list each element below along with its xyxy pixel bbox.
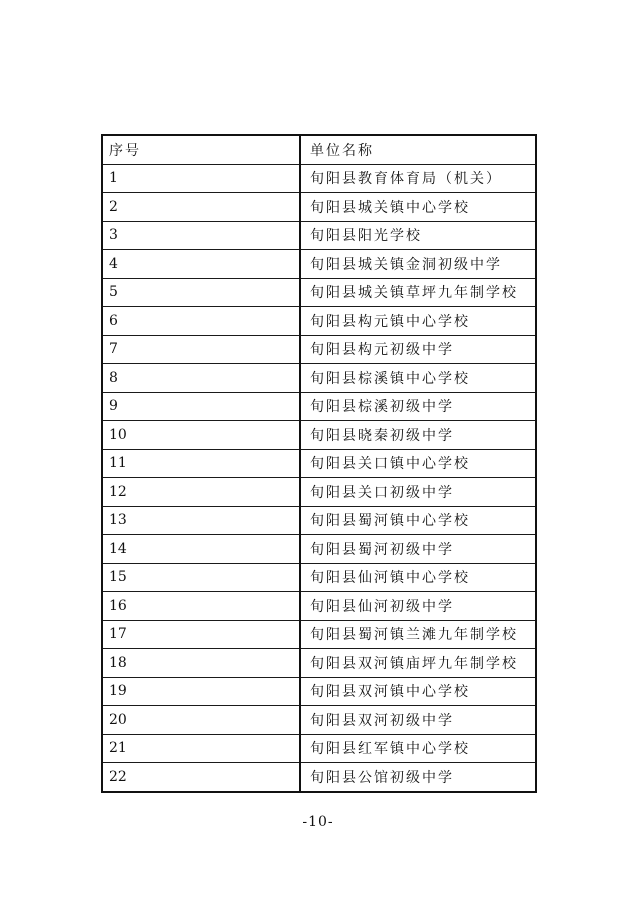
- table-row: [102, 734, 536, 763]
- row-index: 8: [102, 364, 300, 393]
- row-unit-name: 旬阳县双河镇庙坪九年制学校: [300, 649, 536, 678]
- row-unit-name: 旬阳县仙河初级中学: [300, 592, 536, 621]
- row-unit-name: 旬阳县棕溪初级中学: [300, 392, 536, 421]
- row-unit-name: 旬阳县蜀河初级中学: [300, 535, 536, 564]
- row-index: 22: [102, 763, 300, 792]
- table-row: [102, 563, 536, 592]
- row-index: 1: [102, 164, 300, 193]
- row-unit-name: 旬阳县红军镇中心学校: [300, 734, 536, 763]
- table-body: [102, 164, 536, 792]
- table-row: [102, 506, 536, 535]
- row-unit-name: 旬阳县仙河镇中心学校: [300, 563, 536, 592]
- row-index: 12: [102, 478, 300, 507]
- header-unit-name: 单位名称: [300, 135, 536, 164]
- table-row: [102, 706, 536, 735]
- row-unit-name: 旬阳县双河镇中心学校: [300, 677, 536, 706]
- row-index: 21: [102, 734, 300, 763]
- row-unit-name: 旬阳县城关镇草坪九年制学校: [300, 278, 536, 307]
- row-unit-name: 旬阳县城关镇金洞初级中学: [300, 250, 536, 279]
- row-unit-name: 旬阳县公馆初级中学: [300, 763, 536, 792]
- header-row: [102, 135, 536, 164]
- row-index: 6: [102, 307, 300, 336]
- table-row: [102, 478, 536, 507]
- table-row: [102, 592, 536, 621]
- row-unit-name: 旬阳县蜀河镇兰滩九年制学校: [300, 620, 536, 649]
- row-index: 15: [102, 563, 300, 592]
- table-row: [102, 392, 536, 421]
- row-index: 16: [102, 592, 300, 621]
- row-unit-name: 旬阳县关口初级中学: [300, 478, 536, 507]
- row-unit-name: 旬阳县阳光学校: [300, 221, 536, 250]
- row-index: 10: [102, 421, 300, 450]
- row-unit-name: 旬阳县蜀河镇中心学校: [300, 506, 536, 535]
- table-row: [102, 335, 536, 364]
- row-index: 7: [102, 335, 300, 364]
- table-row: [102, 421, 536, 450]
- page-number: -10-: [302, 814, 334, 830]
- row-unit-name: 旬阳县构元初级中学: [300, 335, 536, 364]
- row-index: 2: [102, 193, 300, 222]
- row-unit-name: 旬阳县教育体育局（机关）: [300, 164, 536, 193]
- table-row: [102, 278, 536, 307]
- table-row: [102, 449, 536, 478]
- table-row: [102, 649, 536, 678]
- table-row: [102, 164, 536, 193]
- header-index: 序号: [102, 135, 300, 164]
- row-index: 14: [102, 535, 300, 564]
- table-row: [102, 364, 536, 393]
- table-row: [102, 193, 536, 222]
- unit-list-table: [101, 134, 537, 793]
- table-row: [102, 677, 536, 706]
- table-row: [102, 620, 536, 649]
- row-unit-name: 旬阳县晓秦初级中学: [300, 421, 536, 450]
- row-unit-name: 旬阳县城关镇中心学校: [300, 193, 536, 222]
- row-unit-name: 旬阳县关口镇中心学校: [300, 449, 536, 478]
- row-unit-name: 旬阳县棕溪镇中心学校: [300, 364, 536, 393]
- table-row: [102, 535, 536, 564]
- table-header: [102, 135, 536, 164]
- row-index: 5: [102, 278, 300, 307]
- table-row: [102, 221, 536, 250]
- table-row: [102, 763, 536, 792]
- table-row: [102, 250, 536, 279]
- row-index: 19: [102, 677, 300, 706]
- row-unit-name: 旬阳县双河初级中学: [300, 706, 536, 735]
- row-index: 20: [102, 706, 300, 735]
- row-index: 17: [102, 620, 300, 649]
- row-index: 11: [102, 449, 300, 478]
- row-index: 13: [102, 506, 300, 535]
- row-index: 4: [102, 250, 300, 279]
- row-index: 3: [102, 221, 300, 250]
- row-unit-name: 旬阳县构元镇中心学校: [300, 307, 536, 336]
- row-index: 9: [102, 392, 300, 421]
- table-row: [102, 307, 536, 336]
- row-index: 18: [102, 649, 300, 678]
